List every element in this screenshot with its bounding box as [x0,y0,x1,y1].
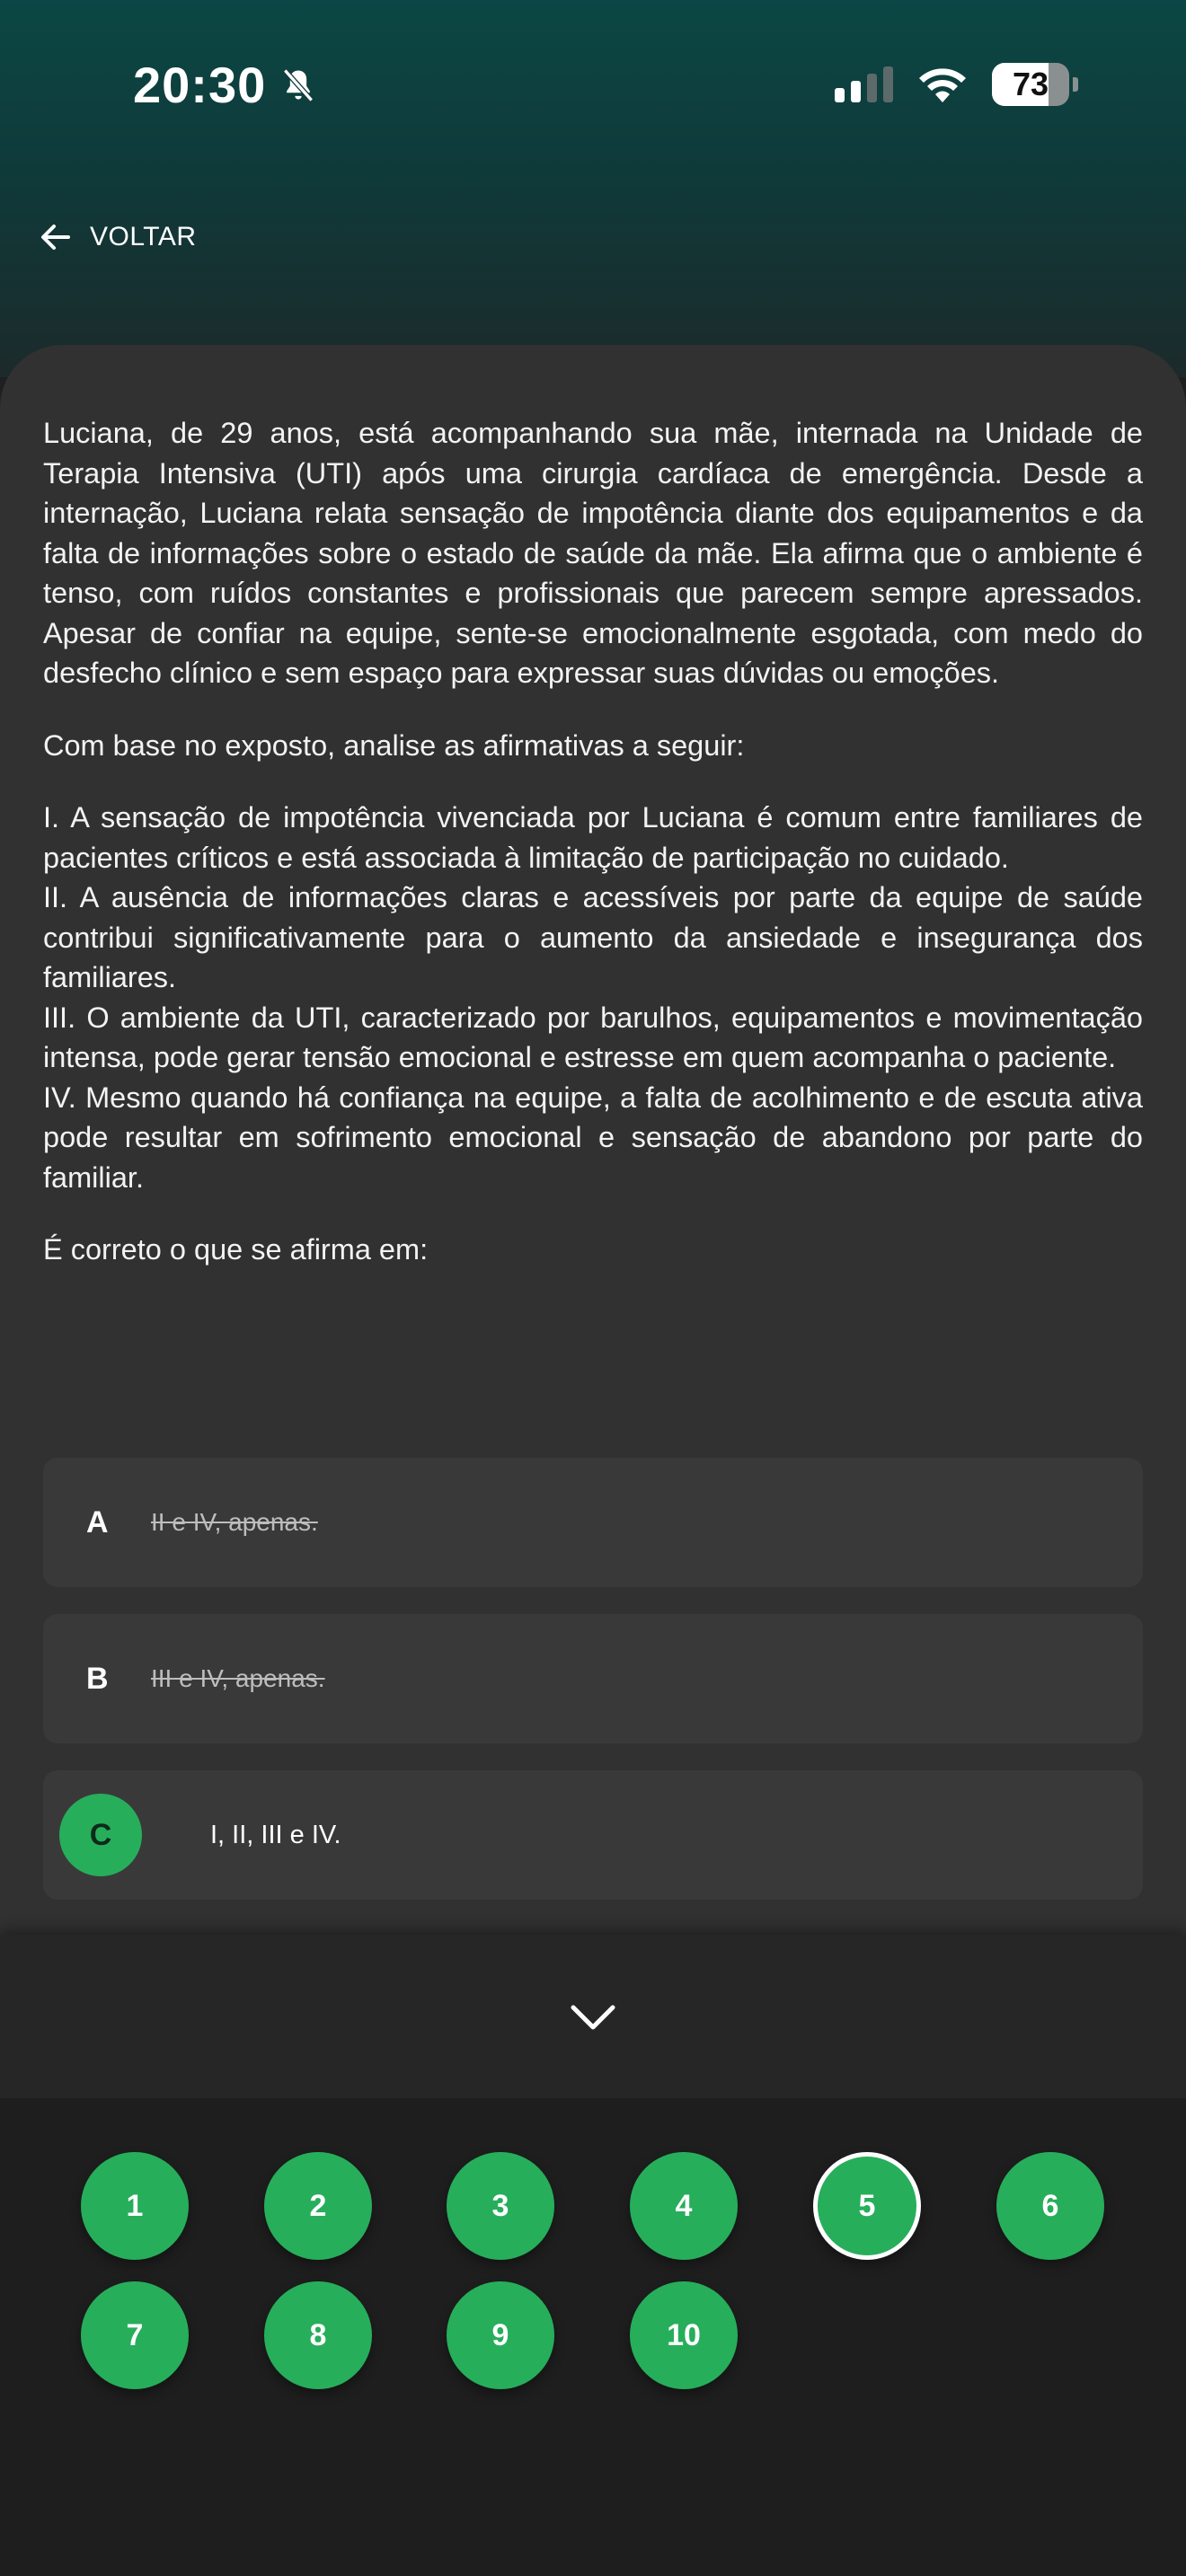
back-label: VOLTAR [90,222,197,251]
time-text: 20:30 [133,57,267,113]
option-a[interactable] [43,1458,1143,1587]
option-letter-selected: C [59,1794,142,1876]
question-closing: É correto o que se afirma em: [43,1233,429,1266]
question-text [43,413,1143,1302]
status-indicators [835,63,1078,106]
question-number-8[interactable]: 8 [264,2281,372,2389]
option-text-eliminated: II e IV, apenas. [151,1508,318,1536]
question-number-6[interactable]: 6 [996,2152,1104,2260]
statement-item: III. O ambiente da UTI, caracterizado por barulhos, equipamentos e movimentação intensa, pode gerar tensão emocional e estresse em quem acompanha o paciente. [43,1001,1143,1073]
option-text-eliminated: III e IV, apenas. [151,1664,325,1692]
status-time [133,56,318,114]
option-b[interactable] [43,1614,1143,1743]
statement-item: I. A sensação de impotência vivenciada por Luciana é comum entre familiares de pacientes críticos e está associada à limitação de participação no cuidado. [43,801,1143,874]
option-c-selected[interactable] [43,1770,1143,1900]
question-prompt: Com base no exposto, analise as afirmativas a seguir: [43,728,745,762]
back-button[interactable] [38,219,197,255]
cellular-signal-icon [835,66,893,102]
option-letter: A [86,1504,109,1539]
option-letter: B [86,1661,109,1696]
statement-list [43,798,1143,1197]
option-text: I, II, III e IV. [210,1820,341,1849]
question-number-4[interactable]: 4 [630,2152,738,2260]
question-number-7[interactable]: 7 [81,2281,189,2389]
statement-item: IV. Mesmo quando há confiança na equipe, a falta de acolhimento e de escuta ativa pode resultar em sofrimento emocional e sensação de abandono por parte do familiar. [43,1081,1143,1194]
question-paragraph: Luciana, de 29 anos, está acompanhando sua mãe, internada na Unidade de Terapia Intensiva (UTI) após uma cirurgia cardíaca de emergência. Desde a internação, Luciana relata sensação de impotência diante dos equipamentos e da falta de informações sobre o estado de saúde da mãe. Ela afirma que o ambiente é tenso, com ruídos constantes e profissionais que parecem sempre apressados. Apesar de confiar na equipe, sente-se emocionalmente esgotada, com medo do desfecho clínico e sem espaço para expressar suas dúvidas ou emoções. [43,417,1143,689]
bell-muted-icon [279,64,318,107]
arrow-left-icon [38,219,74,255]
question-number-9[interactable]: 9 [447,2281,554,2389]
wifi-icon [916,65,969,104]
battery-icon [992,63,1069,106]
chevron-down-icon[interactable] [566,1998,620,2034]
question-number-2[interactable]: 2 [264,2152,372,2260]
statement-item: II. A ausência de informações claras e acessíveis por parte da equipe de saúde contribui significativamente para o aumento da ansiedade e insegurança dos familiares. [43,881,1143,993]
question-number-3[interactable]: 3 [447,2152,554,2260]
question-number-10[interactable]: 10 [630,2281,738,2389]
battery-tip [1073,77,1078,92]
question-number-1[interactable]: 1 [81,2152,189,2260]
battery-percent: 73 [1012,66,1049,102]
question-number-5-current[interactable]: 5 [813,2152,921,2260]
